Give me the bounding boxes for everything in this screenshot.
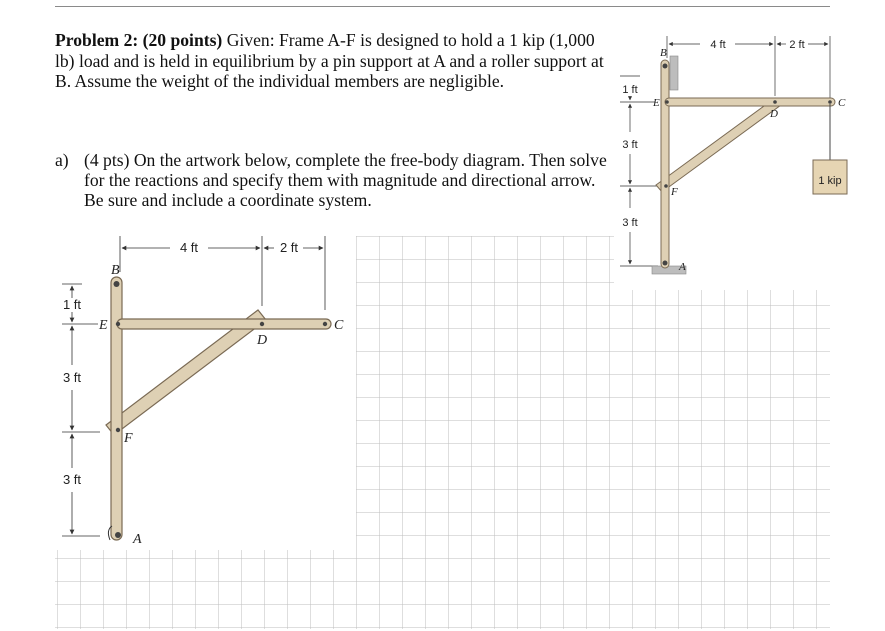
ref-load-label: 1 kip	[818, 175, 842, 187]
pin-f	[116, 428, 120, 432]
ref-member-ec	[665, 98, 835, 106]
pin-c	[323, 322, 327, 326]
ref-dim-3ft-upper: 3 ft	[622, 139, 638, 151]
pin-d	[260, 322, 264, 326]
ref-point-b: B	[660, 47, 667, 59]
problem-heading: Problem 2: (20 points)	[55, 30, 223, 50]
ref-point-e: E	[653, 97, 660, 109]
member-abe	[111, 277, 122, 540]
main-figure	[62, 236, 344, 547]
ref-pin-c	[828, 100, 832, 104]
ref-pin-a	[663, 261, 668, 266]
ref-pin-e	[665, 100, 669, 104]
ref-point-a: A	[679, 261, 686, 273]
main-point-d: D	[257, 333, 268, 348]
part-a-label: a)	[55, 150, 69, 170]
main-dim-1ft: 1 ft	[62, 297, 82, 312]
pin-e	[116, 322, 120, 326]
main-point-e: E	[99, 318, 108, 333]
main-point-b: B	[111, 263, 120, 278]
main-dim-2ft: 2 ft	[279, 240, 299, 255]
ref-point-c: C	[838, 97, 846, 109]
main-point-a: A	[133, 532, 142, 547]
main-dim-3ft-upper: 3 ft	[62, 370, 82, 385]
ref-dimensions	[620, 36, 830, 266]
part-a-text: (4 pts) On the artwork below, complete the free-body diagram. Then solve for the reactions and specify them with magnitude and directional arrow. Be sure and include a coordinate system.	[84, 150, 607, 210]
problem-intro: Given: Frame A-F is designed to hold a 1 kip (1,000 lb) load and is held in equilibrium by a pin support at A and a roller support at B. Assume the weight of the individual members are negligible.	[55, 30, 604, 91]
ref-pin-f	[664, 184, 668, 188]
main-dimensions	[62, 236, 325, 536]
ref-dim-1ft: 1 ft	[622, 84, 638, 96]
ref-pin-b	[663, 64, 668, 69]
main-point-c: C	[334, 318, 344, 333]
ref-pin-d	[773, 100, 777, 104]
pin-a	[115, 532, 121, 538]
main-dim-4ft: 4 ft	[179, 240, 199, 255]
ref-member-abe	[661, 60, 669, 268]
ref-member-bf	[656, 98, 781, 192]
ref-dim-2ft: 2 ft	[789, 39, 805, 51]
ref-wall-b	[670, 56, 678, 90]
ref-dim-4ft: 4 ft	[710, 39, 726, 51]
ref-dim-3ft-lower: 3 ft	[622, 217, 638, 229]
ref-point-f: F	[671, 186, 678, 198]
grid-paper[interactable]	[55, 236, 830, 629]
main-point-f: F	[124, 431, 133, 446]
ref-point-d: D	[770, 108, 778, 120]
pin-b	[114, 281, 120, 287]
member-ec	[117, 319, 331, 329]
main-dim-3ft-lower: 3 ft	[62, 472, 82, 487]
reference-figure	[620, 36, 847, 274]
